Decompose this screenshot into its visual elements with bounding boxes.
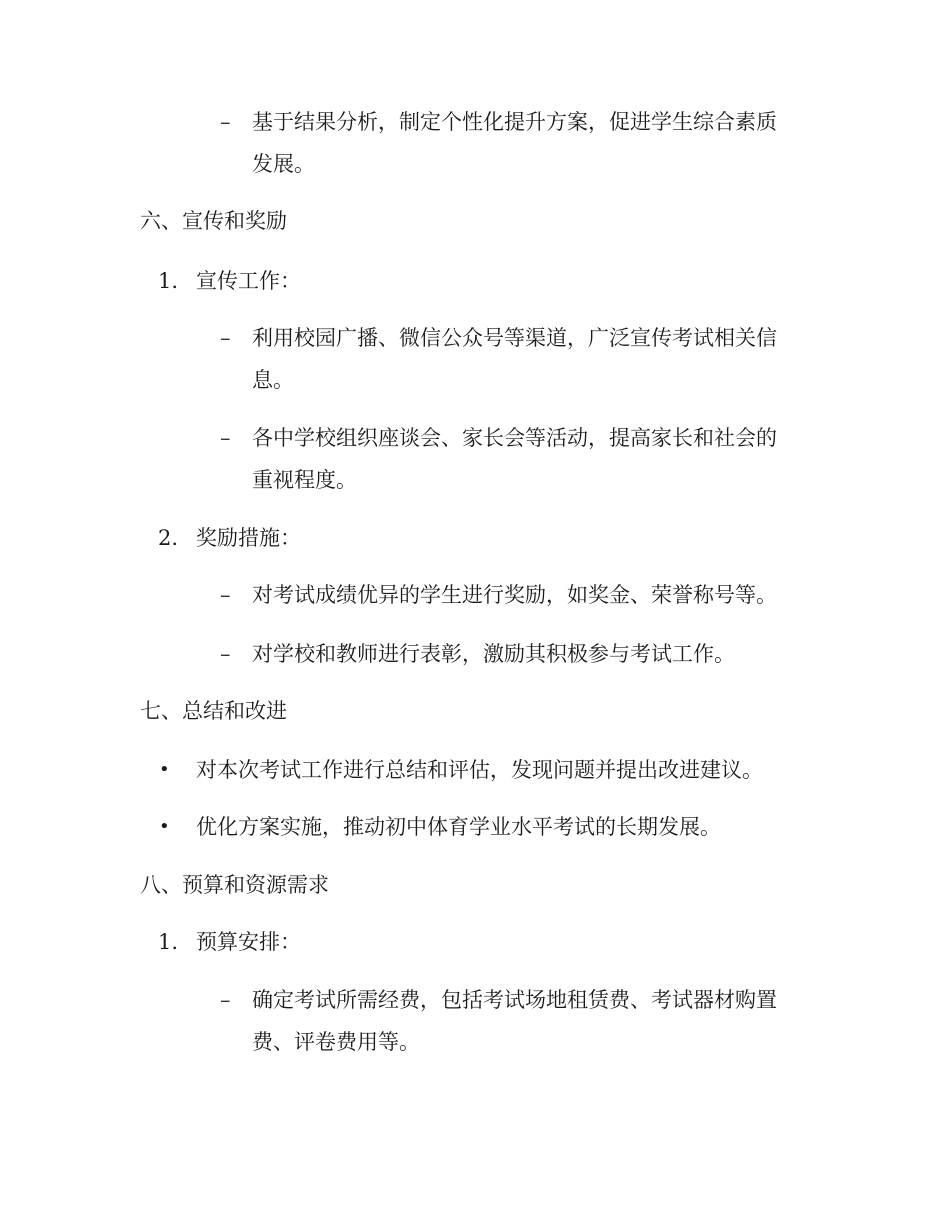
list-item-line: 基于结果分析，制定个性化提升方案，促进学生综合素质 (252, 110, 777, 134)
list-item-line: 发展。 (252, 152, 315, 176)
bullet-marker: • (159, 759, 170, 780)
subsection-title: 奖励措施： (196, 526, 301, 550)
list-item-text (252, 424, 777, 494)
section-heading: 八、预算和资源需求 (140, 873, 329, 897)
subsection-title: 宣传工作： (196, 269, 301, 293)
list-item-line: 优化方案实施，推动初中体育学业水平考试的长期发展。 (196, 815, 721, 839)
list-item-text (252, 324, 777, 394)
list-item-line: 确定考试所需经费，包括考试场地租赁费、考试器材购置 (252, 988, 777, 1012)
dash-marker: – (220, 426, 231, 450)
dash-marker: – (220, 988, 231, 1012)
list-item-line: 对学校和教师进行表彰，激励其积极参与考试工作。 (252, 642, 735, 666)
list-item-line: 对本次考试工作进行总结和评估，发现问题并提出改进建议。 (196, 758, 763, 782)
dash-marker: – (220, 583, 231, 607)
list-number: 1. (158, 269, 179, 293)
section-heading: 六、宣传和奖励 (140, 209, 287, 233)
list-item-text (252, 986, 777, 1056)
list-item-line: 各中学校组织座谈会、家长会等活动，提高家长和社会的 (252, 426, 777, 450)
list-item-line: 息。 (252, 368, 294, 392)
list-number: 1. (158, 930, 179, 954)
subsection-title: 预算安排： (196, 930, 301, 954)
dash-marker: – (220, 642, 231, 666)
section-heading: 七、总结和改进 (140, 699, 287, 723)
list-item-line: 利用校园广播、微信公众号等渠道，广泛宣传考试相关信 (252, 326, 777, 350)
list-item-line: 对考试成绩优异的学生进行奖励，如奖金、荣誉称号等。 (252, 583, 777, 607)
list-item-text (252, 108, 777, 178)
list-item-line: 重视程度。 (252, 468, 357, 492)
list-number: 2. (158, 526, 179, 550)
dash-marker: – (220, 110, 231, 134)
dash-marker: – (220, 326, 231, 350)
list-item-line: 费、评卷费用等。 (252, 1030, 420, 1054)
bullet-marker: • (159, 816, 170, 837)
